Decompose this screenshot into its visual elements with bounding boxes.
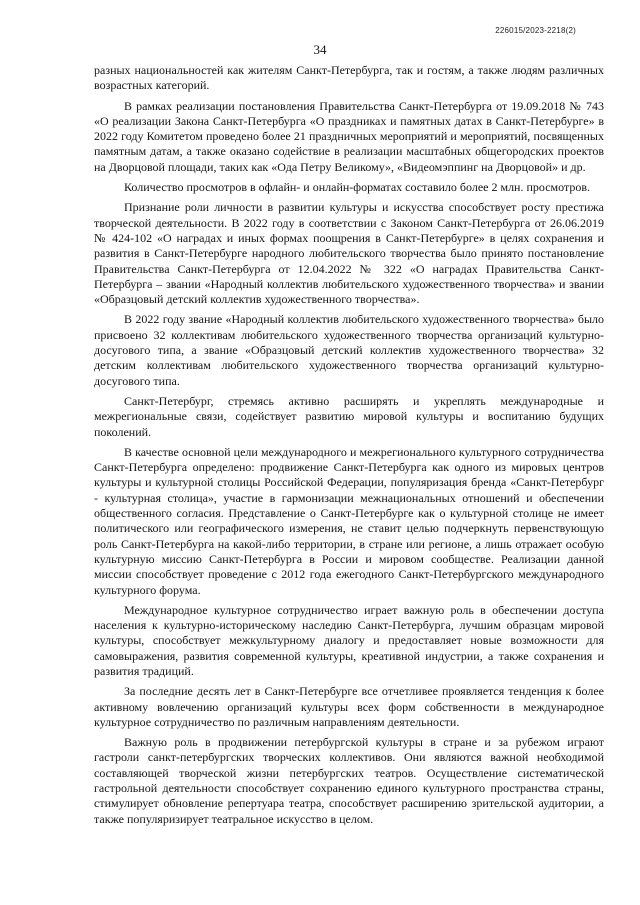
page-number: 34	[313, 42, 327, 57]
paragraph-continuation: разных национальностей как жителям Санкт-Петербурга, так и гостям, а также людям различных возрастных категорий.	[94, 63, 604, 93]
paragraph-awards-law: Признание роли личности в развитии культуры и искусства способствует росту престижа творческой деятельности. В 2022 году в соответствии с Законом Санкт-Петербурга от 26.06.2019 № 424-102 «О наградах и иных формах поощрения в Санкт-Петербурге» в целях сохранения и развития в Санкт-Петербурге народного любительского творчества было принято постановление Правительства Санкт-Петербурга от 12.04.2022 № 322 «О наградах Правительства Санкт-Петербурга – звании «Народный коллектив любительского художественного творчества» и звании «Образцовый детский коллектив художественного творчества».	[94, 200, 604, 307]
document-body	[94, 63, 604, 832]
paragraph-theatre-tours: Важную роль в продвижении петербургской культуры в стране и за рубежом играют гастроли санкт-петербургских творческих коллективов. Они являются важной необходимой составляющей творческой жизни петербургских театров. Осуществление систематической гастрольной деятельности способствует сохранению единого культурного пространства страны, стимулирует обновление репертуара театра, способствует расширению зрительской аудитории, а также популяризирует театральное искусство в целом.	[94, 735, 604, 826]
paragraph-ten-years-trend: За последние десять лет в Санкт-Петербурге все отчетливее проявляется тенденция к более активному вовлечению организаций культуры всех форм собственности в международное культурное сотрудничество по различным направлениям деятельности.	[94, 684, 604, 729]
document-registration-number: 226015/2023-2218(2)	[495, 26, 576, 35]
paragraph-awards-2022: В 2022 году звание «Народный коллектив любительского художественного творчества» было присвоено 32 коллективам любительского художественного творчества организаций культурно-досугового типа, а звание «Образцовый детский коллектив художественного творчества» 32 детским коллективам любительского художественного творчества организаций культурно-досугового типа.	[94, 312, 604, 388]
paragraph-views: Количество просмотров в офлайн- и онлайн-форматах составило более 2 млн. просмотров.	[124, 180, 591, 195]
paragraph-international-ties: Санкт-Петербург, стремясь активно расширять и укреплять международные и межрегиональные связи, содействует развитию мировой культуры и воспитанию будущих поколений.	[94, 393, 604, 439]
paragraph-holidays: В рамках реализации постановления Правительства Санкт-Петербурга от 19.09.2018 № 743 «О реализации Закона Санкт-Петербурга «О праздниках и памятных датах в Санкт-Петербурге» в 2022 году Комитетом проведено более 21 праздничных мероприятий и мероприятий, посвященных памятным датам, а также оказано содействие в реализации масштабных общегородских проектов на Дворцовой площади, таких как «Ода Петру Великому», «Видеомэппинг на Дворцовой» и др.	[94, 98, 604, 174]
paragraph-cooperation-goal: В качестве основной цели международного и межрегионального культурного сотрудничества Санкт-Петербурга определено: продвижение Санкт-Петербурга как одного из мировых центров культуры и культурной столицы Российской Федерации, популяризация бренда «Санкт-Петербург - культурная столица», участие в гармонизации межнациональных отношений и обеспечении общественного согласия. Представление о Санкт-Петербурге как о культурной столице не имеет политического или географического измерения, не ставит целью подчеркнуть первенствующую роль Санкт-Петербурга на какой-либо территории, в стране или регионе, а лишь отражает особую культурную миссию Санкт-Петербурга в России и мировом сообществе. Реализации данной миссии способствует проведение с 2012 года ежегодного Санкт-Петербургского международного культурного форума.	[94, 444, 604, 597]
paragraph-international-cooperation: Международное культурное сотрудничество играет важную роль в обеспечении доступа населения к культурно-историческому наследию Санкт-Петербурга, лучшим образцам мировой культуры, способствует межкультурному диалогу и предоставляет новые возможности для самовыражения, развития современной культуры, креативной индустрии, а также сохранения и развития традиций.	[94, 602, 604, 678]
